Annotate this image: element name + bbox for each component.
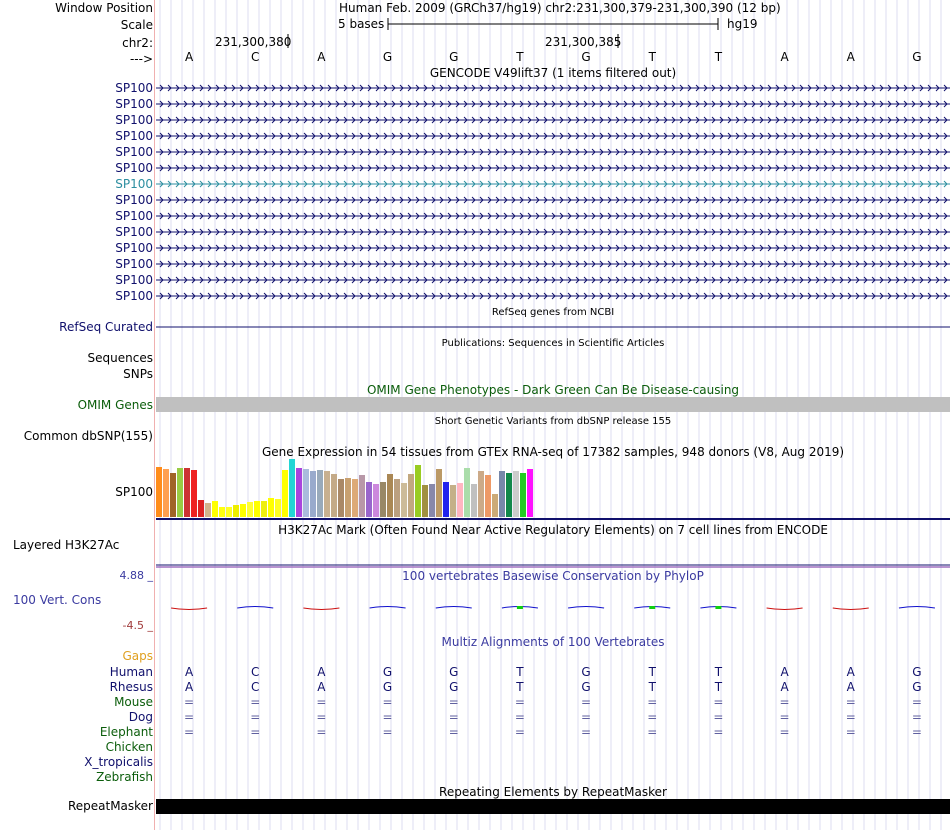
phylop-score-mark	[767, 608, 803, 610]
multiz-base: =	[316, 725, 327, 739]
repeatmasker-title[interactable]: Repeating Elements by RepeatMasker	[439, 785, 667, 799]
multiz-base: =	[581, 695, 592, 709]
gtex-tissue-bar	[156, 467, 162, 517]
refseq-label[interactable]: RefSeq Curated	[59, 320, 153, 334]
dbsnp-label[interactable]: Common dbSNP(155)	[23, 429, 153, 443]
multiz-base: =	[647, 695, 658, 709]
gencode-item-label[interactable]: SP100	[115, 209, 153, 223]
gtex-tissue-bar	[324, 471, 330, 517]
gtex-tissue-bar	[471, 484, 477, 517]
multiz-species-label[interactable]: Elephant	[99, 725, 153, 739]
gtex-tissue-bar	[226, 507, 232, 517]
gtex-tissue-bar	[261, 501, 267, 517]
gtex-tissue-bar	[254, 501, 260, 517]
multiz-base: =	[911, 710, 922, 724]
gtex-tissue-bar	[198, 500, 204, 517]
gtex-tissue-bar	[380, 482, 386, 517]
multiz-base: G	[449, 680, 459, 694]
gtex-tissue-bar	[415, 465, 421, 517]
base-letter: A	[184, 50, 194, 64]
gtex-tissue-bar	[436, 469, 442, 517]
phylop-score-mark	[303, 608, 339, 610]
gtex-tissue-bar	[289, 459, 295, 517]
gtex-tissue-bar	[233, 505, 239, 517]
gtex-tissue-bar	[492, 494, 498, 517]
scale-text: 5 bases	[338, 17, 385, 31]
multiz-base: =	[382, 695, 393, 709]
multiz-base: =	[382, 725, 393, 739]
phylop-score-mark	[833, 608, 869, 610]
gencode-item-label[interactable]: SP100	[115, 225, 153, 239]
multiz-base: =	[316, 695, 327, 709]
assembly-position-text: Human Feb. 2009 (GRCh37/hg19) chr2:231,300,379-231,300,390 (12 bp)	[339, 1, 781, 15]
phylop-title[interactable]: 100 vertebrates Basewise Conservation by PhyloP	[402, 569, 704, 583]
base-letter: T	[648, 50, 656, 64]
gtex-tissue-bar	[401, 483, 407, 517]
gtex-tissue-bar	[303, 469, 309, 517]
gtex-tissue-bar	[464, 468, 470, 517]
gtex-tissue-bar	[247, 502, 253, 517]
publications-label-sequences[interactable]: Sequences	[87, 351, 153, 365]
gtex-tissue-bar	[429, 484, 435, 517]
multiz-base: =	[845, 725, 856, 739]
gtex-title[interactable]: Gene Expression in 54 tissues from GTEx RNA-seq of 17382 samples, 948 donors (V8, Aug 2019)	[261, 445, 845, 459]
phylop-score-mark	[436, 607, 472, 609]
gencode-item-label[interactable]: SP100	[115, 81, 153, 95]
multiz-base: A	[317, 665, 326, 679]
multiz-base: G	[912, 680, 922, 694]
multiz-base: =	[779, 710, 790, 724]
strand-label: --->	[129, 52, 153, 66]
gtex-tissue-bar	[373, 484, 379, 517]
multiz-base: =	[448, 710, 459, 724]
multiz-base: G	[382, 665, 393, 679]
multiz-base: =	[514, 725, 525, 739]
multiz-species-label[interactable]: Mouse	[114, 695, 153, 709]
multiz-base: =	[316, 710, 327, 724]
gtex-tissue-bar	[499, 471, 505, 517]
multiz-base: A	[184, 680, 194, 694]
gtex-tissue-bar	[443, 482, 449, 517]
multiz-base: A	[846, 680, 855, 694]
multiz-base: =	[250, 710, 261, 724]
multiz-base: G	[581, 665, 591, 679]
phylop-score-mark	[171, 608, 207, 610]
gtex-tissue-bar	[191, 470, 197, 517]
coord-label-2: 231,300,385	[545, 35, 622, 49]
gencode-item-label[interactable]: SP100	[115, 145, 153, 159]
omim-title[interactable]: OMIM Gene Phenotypes - Dark Green Can Be Disease-causing	[366, 383, 740, 397]
omim-bar	[156, 397, 950, 412]
gtex-tissue-bar	[478, 471, 484, 517]
scale-label: Scale	[120, 18, 153, 32]
gtex-tissue-bar	[212, 501, 218, 517]
gtex-label[interactable]: SP100	[115, 485, 153, 499]
publications-title[interactable]: Publications: Sequences in Scientific Articles	[441, 338, 665, 349]
multiz-base: A	[184, 665, 194, 679]
multiz-base: =	[779, 695, 790, 709]
gtex-tissue-bar	[457, 483, 463, 517]
multiz-base: A	[780, 680, 789, 694]
omim-label[interactable]: OMIM Genes	[77, 398, 153, 412]
multiz-base: =	[713, 695, 724, 709]
h3k27ac-title[interactable]: H3K27Ac Mark (Often Found Near Active Regulatory Elements) on 7 cell lines from ENCODE	[278, 523, 828, 537]
multiz-base: A	[317, 680, 326, 694]
gencode-item-label[interactable]: SP100	[115, 97, 153, 111]
multiz-species-label[interactable]: Rhesus	[109, 680, 153, 694]
gtex-tissue-bar	[282, 470, 288, 517]
gtex-tissue-bar	[317, 470, 323, 517]
gtex-tissue-bar	[184, 468, 190, 517]
multiz-base: T	[714, 665, 723, 679]
base-letter: G	[912, 50, 922, 64]
gencode-item-label[interactable]: SP100	[115, 193, 153, 207]
base-letter: G	[382, 50, 393, 64]
base-letter: T	[516, 50, 524, 64]
multiz-base: =	[448, 725, 459, 739]
gtex-tissue-bar	[163, 469, 169, 517]
multiz-base: =	[184, 725, 195, 739]
gtex-tissue-bar	[240, 504, 246, 517]
base-letter: G	[449, 50, 459, 64]
gtex-tissue-bar	[506, 473, 512, 517]
multiz-base: =	[647, 710, 658, 724]
label-column-divider	[154, 0, 155, 830]
chrom-label: chr2:	[122, 36, 153, 50]
multiz-species-label[interactable]: Dog	[128, 710, 153, 724]
multiz-base: =	[184, 710, 195, 724]
gtex-tissue-bar	[408, 474, 414, 517]
repeatmasker-label[interactable]: RepeatMasker	[67, 799, 153, 813]
gtex-tissue-bar	[331, 474, 337, 517]
phylop-high-mark	[715, 606, 721, 609]
gencode-item-label[interactable]: SP100	[115, 289, 153, 303]
multiz-base: =	[250, 695, 261, 709]
gtex-tissue-bar	[520, 473, 526, 517]
multiz-base: =	[845, 710, 856, 724]
multiz-base: =	[713, 710, 724, 724]
multiz-base: =	[250, 725, 261, 739]
phylop-score-mark	[237, 607, 273, 609]
multiz-base: C	[251, 680, 260, 694]
gencode-item-label[interactable]: SP100	[115, 257, 153, 271]
multiz-base: A	[780, 665, 789, 679]
multiz-base: C	[251, 665, 260, 679]
phylop-high-mark	[517, 606, 523, 609]
dbsnp-title[interactable]: Short Genetic Variants from dbSNP release 155	[434, 416, 672, 427]
gtex-tissue-bar	[485, 475, 491, 517]
gencode-item-label[interactable]: SP100	[115, 129, 153, 143]
multiz-title[interactable]: Multiz Alignments of 100 Vertebrates	[441, 635, 665, 649]
gtex-tissue-bar	[275, 499, 281, 517]
multiz-species-label[interactable]: Zebrafish	[96, 770, 153, 784]
multiz-base: A	[846, 665, 855, 679]
phylop-score-mark	[370, 607, 406, 609]
window-position-label: Window Position	[55, 1, 153, 15]
multiz-base: T	[516, 680, 524, 694]
base-letter: A	[317, 50, 326, 64]
gtex-tissue-bar	[387, 474, 393, 517]
multiz-base: =	[448, 695, 459, 709]
gtex-tissue-bar	[527, 469, 533, 517]
multiz-base: T	[648, 680, 656, 694]
scale-db: hg19	[727, 17, 758, 31]
base-letter: A	[780, 50, 789, 64]
multiz-base: T	[714, 680, 723, 694]
multiz-base: G	[912, 665, 922, 679]
gtex-tissue-bar	[366, 482, 372, 517]
gtex-tissue-bar	[177, 468, 183, 517]
gencode-item-label[interactable]: SP100	[115, 273, 153, 287]
h3k27ac-label[interactable]: Layered H3K27Ac	[13, 538, 120, 552]
multiz-base: =	[911, 725, 922, 739]
multiz-base: =	[581, 725, 592, 739]
gtex-tissue-bar	[310, 471, 316, 517]
multiz-base: =	[647, 725, 658, 739]
phylop-label[interactable]: 100 Vert. Cons	[13, 593, 102, 607]
multiz-base: G	[382, 680, 393, 694]
multiz-base: =	[382, 710, 393, 724]
multiz-base: =	[184, 695, 195, 709]
gencode-item-label[interactable]: SP100	[115, 177, 153, 191]
gencode-item-label[interactable]: SP100	[115, 113, 153, 127]
gencode-item-label[interactable]: SP100	[115, 241, 153, 255]
publications-label-snps[interactable]: SNPs	[123, 367, 153, 381]
multiz-base: =	[514, 695, 525, 709]
gtex-tissue-bar	[296, 468, 302, 517]
base-letter: T	[714, 50, 723, 64]
repeatmasker-bar	[156, 799, 950, 814]
multiz-base: =	[514, 710, 525, 724]
phylop-high-mark	[649, 606, 655, 609]
gtex-tissue-bar	[219, 507, 225, 517]
gtex-tissue-bar	[345, 478, 351, 517]
multiz-base: T	[516, 665, 524, 679]
gtex-tissue-bar	[513, 471, 519, 517]
multiz-base: T	[648, 665, 656, 679]
base-letter: G	[581, 50, 591, 64]
gencode-title[interactable]: GENCODE V49lift37 (1 items filtered out)	[429, 66, 677, 80]
multiz-base: =	[581, 710, 592, 724]
gtex-tissue-bar	[205, 503, 211, 517]
multiz-base: =	[713, 725, 724, 739]
phylop-score-mark	[568, 607, 604, 609]
phylop-max-label: 4.88 _	[119, 569, 153, 582]
gtex-tissue-bar	[352, 479, 358, 517]
multiz-base: G	[449, 665, 459, 679]
gtex-tissue-bar	[359, 475, 365, 517]
gtex-tissue-bar	[338, 479, 344, 517]
multiz-base: G	[581, 680, 591, 694]
multiz-species-label[interactable]: Human	[109, 665, 153, 679]
gtex-tissue-bar	[450, 485, 456, 517]
gtex-tissue-bar	[394, 479, 400, 517]
gtex-tissue-bar	[170, 473, 176, 517]
multiz-base: =	[779, 725, 790, 739]
gencode-item-label[interactable]: SP100	[115, 161, 153, 175]
coord-label-1: 231,300,380	[215, 35, 292, 49]
multiz-species-label[interactable]: Chicken	[105, 740, 153, 754]
phylop-min-label: -4.5 _	[122, 619, 153, 632]
base-letter: C	[251, 50, 260, 64]
gtex-tissue-bar	[422, 485, 428, 517]
multiz-base: =	[845, 695, 856, 709]
multiz-species-label[interactable]: X_tropicalis	[84, 755, 153, 769]
multiz-base: =	[911, 695, 922, 709]
multiz-gaps-label: Gaps	[122, 649, 153, 663]
refseq-title[interactable]: RefSeq genes from NCBI	[491, 307, 615, 318]
gtex-tissue-bar	[268, 498, 274, 517]
base-letter: A	[846, 50, 855, 64]
